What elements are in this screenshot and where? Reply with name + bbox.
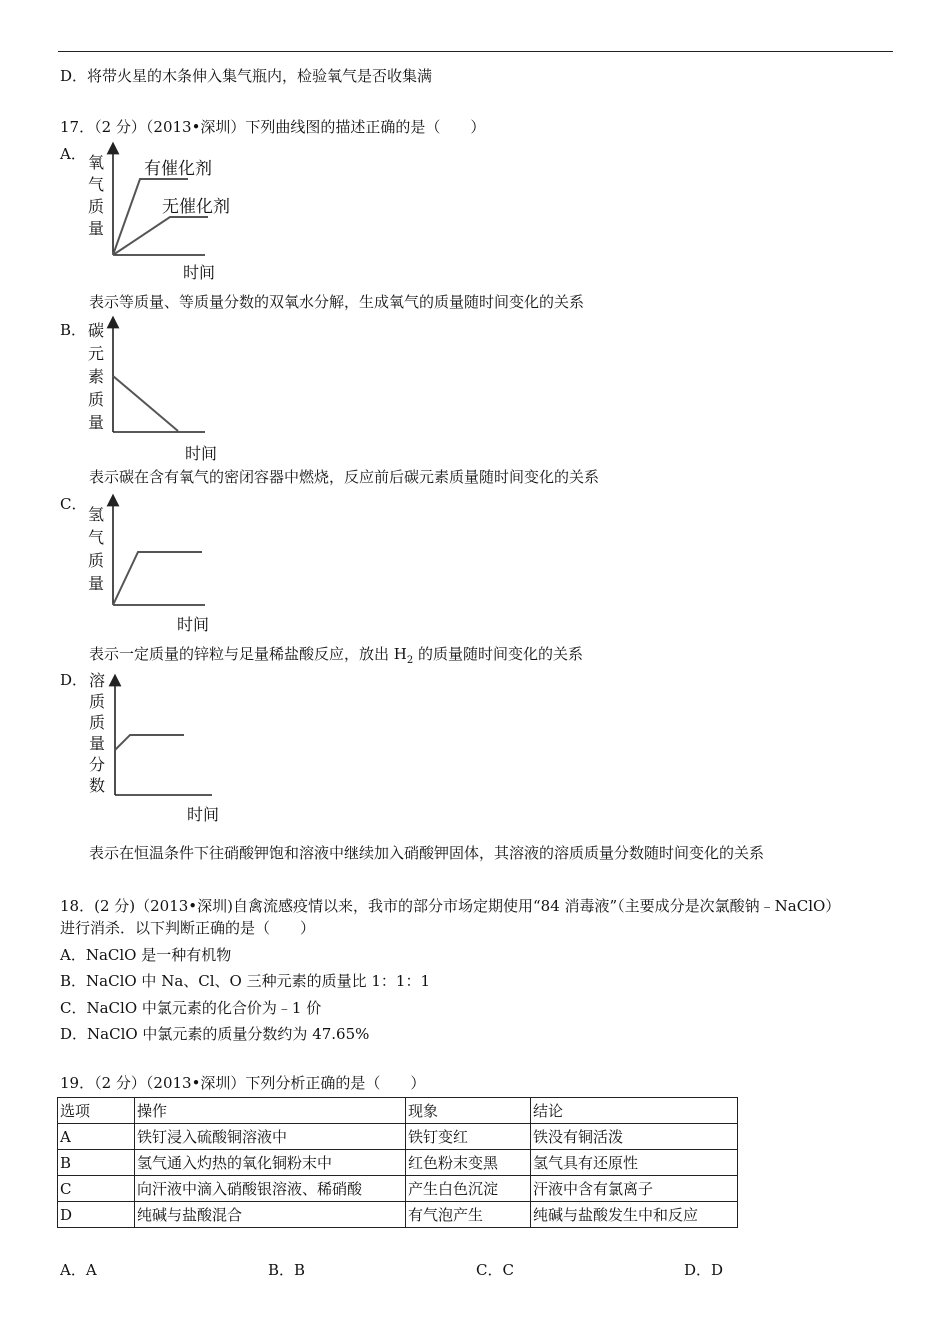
q17-option-a-desc: 表示等质量、等质量分数的双氧水分解，生成氧气的质量随时间变化的关系: [89, 293, 585, 311]
y-label-2: 质: [89, 692, 106, 711]
table-cell: 氢气具有还原性: [531, 1150, 738, 1176]
x-axis-label: 时间: [185, 444, 218, 463]
table-cell: 汗液中含有氯离子: [531, 1176, 738, 1202]
table-cell: 铁钉变红: [406, 1124, 531, 1150]
q17-option-b-desc: 表示碳在含有氧气的密闭容器中燃烧，反应前后碳元素质量随时间变化的关系: [89, 468, 600, 486]
table-cell: 产生白色沉淀: [406, 1176, 531, 1202]
y-label-4: 量: [89, 734, 106, 753]
q18-option-c: C．NaClO 中氯元素的化合价为﹣1 价: [60, 999, 322, 1017]
y-label-4: 量: [88, 219, 105, 238]
table-cell: 红色粉末变黑: [406, 1150, 531, 1176]
q17-option-a-label: A．: [60, 145, 86, 163]
y-label-3: 质: [88, 197, 105, 216]
header-cell: 现象: [406, 1098, 531, 1124]
q17-option-c-desc: [89, 644, 583, 664]
y-label-4: 量: [88, 574, 105, 593]
y-label-2: 元: [88, 344, 105, 363]
q17-graph-a: [80, 142, 250, 287]
table-row: [58, 1202, 738, 1228]
q18-option-d: D．NaClO 中氯元素的质量分数约为 47.65%: [60, 1025, 370, 1043]
q17-option-c-desc-pre: 表示一定质量的锌粒与足量稀盐酸反应，放出 H: [89, 645, 407, 663]
header-cell: 选项: [58, 1098, 135, 1124]
q17-graph-c: [80, 494, 250, 639]
q17-graph-d: [80, 666, 250, 828]
table-cell: 铁没有铜活泼: [531, 1124, 738, 1150]
table-header-row: [58, 1098, 738, 1124]
table-cell: 氢气通入灼热的氧化铜粉末中: [135, 1150, 406, 1176]
q19-choice-b: B．B: [268, 1261, 306, 1279]
top-divider: [58, 51, 893, 52]
q19-choice-c: C．C: [476, 1261, 514, 1279]
y-label-2: 气: [88, 528, 105, 547]
y-label-5: 量: [88, 413, 105, 432]
header-cell: 操作: [135, 1098, 406, 1124]
y-label-1: 氧: [88, 153, 105, 172]
q17-option-c-desc-post: 的质量随时间变化的关系: [413, 645, 584, 663]
q18-stem-line2: 进行消杀．以下判断正确的是（ ）: [60, 919, 316, 937]
series-label-catalyst: 有催化剂: [144, 159, 212, 179]
series-line: [115, 735, 184, 750]
series-line-no-catalyst: [113, 217, 208, 255]
q17-option-d-label: D．: [60, 671, 88, 689]
q17-option-d-desc: 表示在恒温条件下往硝酸钾饱和溶液中继续加入硝酸钾固体，其溶液的溶质质量分数随时间变化的关系: [89, 844, 765, 862]
q17-graph-b: [80, 318, 250, 466]
table-cell: 纯碱与盐酸混合: [135, 1202, 406, 1228]
y-label-1: 碳: [88, 321, 105, 340]
table-cell: A: [58, 1124, 135, 1150]
table-cell: 纯碱与盐酸发生中和反应: [531, 1202, 738, 1228]
x-axis-label: 时间: [187, 805, 220, 824]
q19-choice-d: D．D: [684, 1261, 724, 1279]
q18-option-b: B．NaClO 中 Na、Cl、O 三种元素的质量比 1：1：1: [60, 972, 431, 990]
header-cell: 结论: [531, 1098, 738, 1124]
x-axis-label: 时间: [183, 263, 216, 282]
y-label-6: 数: [89, 776, 106, 795]
q19-stem: 19．（2 分）（2013•深圳）下列分析正确的是（ ）: [60, 1074, 426, 1092]
table-cell: D: [58, 1202, 135, 1228]
y-label-5: 分: [89, 755, 106, 774]
q19-table: [57, 1097, 738, 1228]
q17-stem: 17．（2 分）（2013•深圳）下列曲线图的描述正确的是（ ）: [60, 118, 486, 136]
y-label-1: 氢: [88, 505, 105, 524]
x-axis-label: 时间: [177, 615, 210, 634]
series-line: [113, 376, 178, 431]
y-label-3: 质: [89, 713, 106, 732]
q17-option-c-label: C．: [60, 495, 87, 513]
table-cell: C: [58, 1176, 135, 1202]
series-line: [113, 552, 202, 605]
table-row: [58, 1176, 738, 1202]
table-row: [58, 1150, 738, 1176]
table-cell: B: [58, 1150, 135, 1176]
table-cell: 铁钉浸入硫酸铜溶液中: [135, 1124, 406, 1150]
y-label-4: 质: [88, 390, 105, 409]
q16-option-d: D．将带火星的木条伸入集气瓶内，检验氧气是否收集满: [60, 67, 433, 85]
q17-option-b-label: B．: [60, 321, 87, 339]
q18-option-a: A．NaClO 是一种有机物: [60, 946, 232, 964]
subscript-2: 2: [406, 655, 414, 666]
y-label-3: 质: [88, 551, 105, 570]
q18-stem-line1: 18．(2 分)（2013•深圳)自禽流感疫情以来，我市的部分市场定期使用“84 消毒液”（主要成分是次氯酸钠﹣NaClO）: [60, 897, 841, 915]
table-cell: 有气泡产生: [406, 1202, 531, 1228]
table-row: [58, 1124, 738, 1150]
y-label-3: 素: [88, 367, 105, 386]
table-cell: 向汗液中滴入硝酸银溶液、稀硝酸: [135, 1176, 406, 1202]
series-label-no-catalyst: 无催化剂: [162, 197, 230, 217]
q19-choice-a: A．A: [60, 1261, 97, 1279]
y-label-1: 溶: [89, 671, 106, 690]
y-label-2: 气: [88, 175, 105, 194]
